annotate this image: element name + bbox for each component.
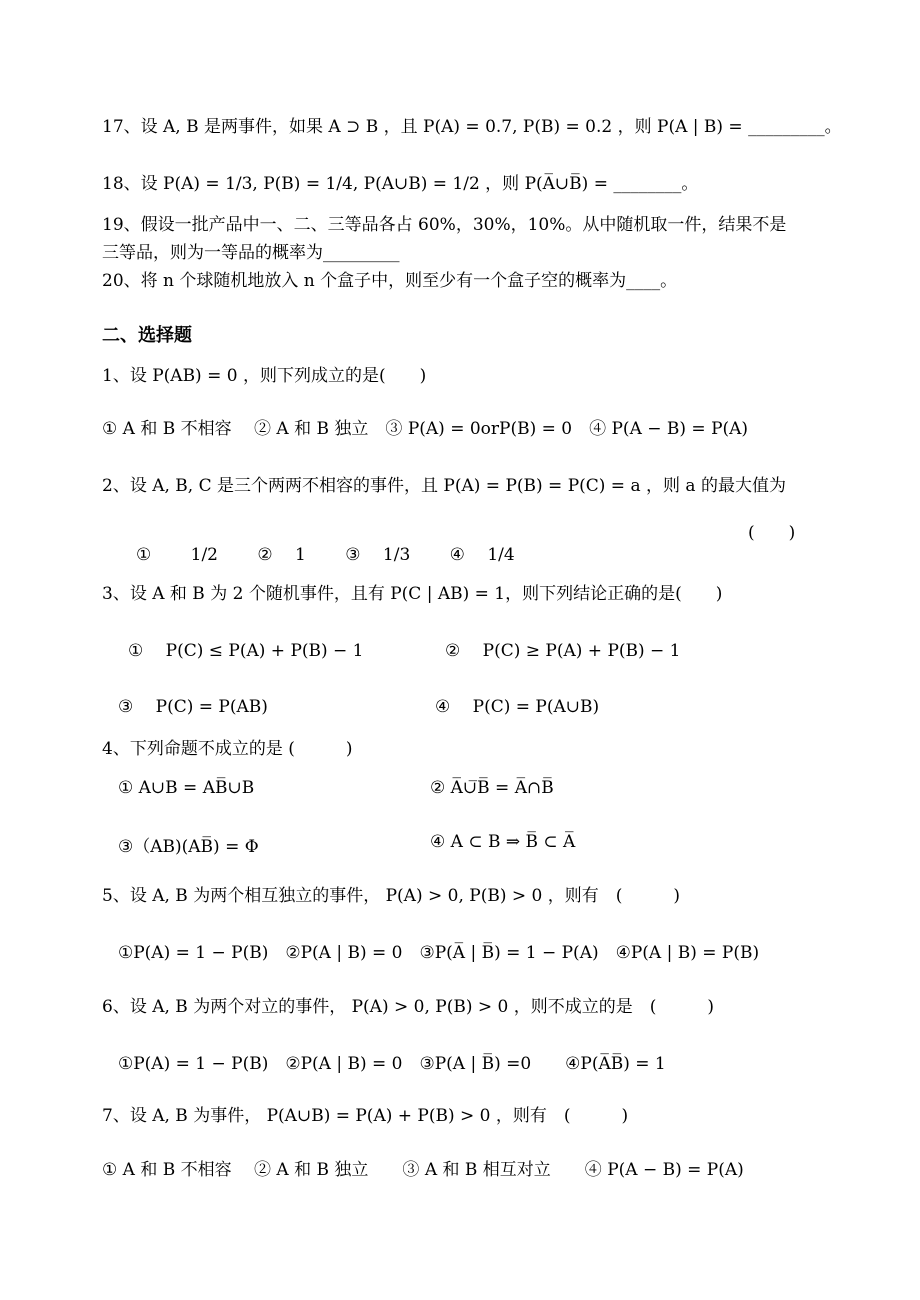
- choice-question-3: 3、设 A 和 B 为 2 个随机事件，且有 P(C | AB) = 1，则下列结论正确的是( ): [102, 584, 723, 604]
- choice-question-2-options: ① 1/2 ② 1 ③ 1/3 ④ 1/4: [136, 545, 515, 565]
- choice-question-1-options: ① A 和 B 不相容 ② A 和 B 独立 ③ P(A) = 0orP(B) = 0 ④ P(A − B) = P(A): [102, 419, 749, 439]
- question-19-line2: 三等品，则为一等品的概率为_________: [102, 243, 400, 263]
- question-20: 20、将 n 个球随机地放入 n 个盒子中，则至少有一个盒子空的概率为____。: [102, 271, 678, 291]
- choice-question-4-option-3: ③（AB)(AB̅) = Φ: [118, 837, 259, 857]
- section-title: 二、选择题: [102, 325, 192, 346]
- choice-question-4-option-4: ④ A ⊂ B ⇒ B̅ ⊂ A̅: [430, 832, 576, 852]
- choice-question-4-option-1: ① A∪B = AB̅∪B: [118, 778, 255, 798]
- choice-question-3-option-3: ③ P(C) = P(AB): [118, 697, 268, 717]
- choice-question-5: 5、设 A, B 为两个相互独立的事件， P(A) > 0, P(B) > 0 ，则有 ( ): [102, 886, 680, 906]
- question-18: 18、设 P(A) = 1/3, P(B) = 1/4, P(A∪B) = 1/2 ，则 P(A̅∪B̅) = ________。: [102, 174, 699, 194]
- choice-question-1: 1、设 P(AB) = 0 ，则下列成立的是( ): [102, 366, 427, 386]
- choice-question-7-options: ① A 和 B 不相容 ② A 和 B 独立 ③ A 和 B 相互对立 ④ P(A − B) = P(A): [102, 1160, 744, 1180]
- choice-question-4-option-2: ② A̅∪̅B̅ = A̅∩B̅: [430, 778, 554, 798]
- choice-question-3-option-4: ④ P(C) = P(A∪B): [435, 697, 600, 717]
- choice-question-5-options: ①P(A) = 1 − P(B) ②P(A | B) = 0 ③P(A̅ | B̅) = 1 − P(A) ④P(A | B) = P(B): [118, 943, 760, 963]
- choice-question-7: 7、设 A, B 为事件， P(A∪B) = P(A) + P(B) > 0 ，则有 ( ): [102, 1106, 629, 1126]
- choice-question-6: 6、设 A, B 为两个对立的事件， P(A) > 0, P(B) > 0 ，则不成立的是 ( ): [102, 997, 714, 1017]
- choice-question-3-option-1: ① P(C) ≤ P(A) + P(B) − 1: [128, 641, 364, 661]
- choice-question-3-option-2: ② P(C) ≥ P(A) + P(B) − 1: [445, 641, 681, 661]
- question-17: 17、设 A, B 是两事件，如果 A ⊃ B ，且 P(A) = 0.7, P(B) = 0.2 ，则 P(A | B) = _________。: [102, 117, 842, 137]
- choice-question-2: 2、设 A, B, C 是三个两两不相容的事件，且 P(A) = P(B) = P(C) = a ，则 a 的最大值为: [102, 476, 786, 496]
- choice-question-2-paren: ( ): [748, 523, 796, 543]
- question-19-line1: 19、假设一批产品中一、二、三等品各占 60%，30%，10%。从中随机取一件，结果不是: [102, 215, 787, 235]
- choice-question-6-options: ①P(A) = 1 − P(B) ②P(A | B) = 0 ③P(A | B̅) =0 ④P(A̅B̅) = 1: [118, 1054, 666, 1074]
- choice-question-4: 4、下列命题不成立的是 ( ): [102, 739, 353, 759]
